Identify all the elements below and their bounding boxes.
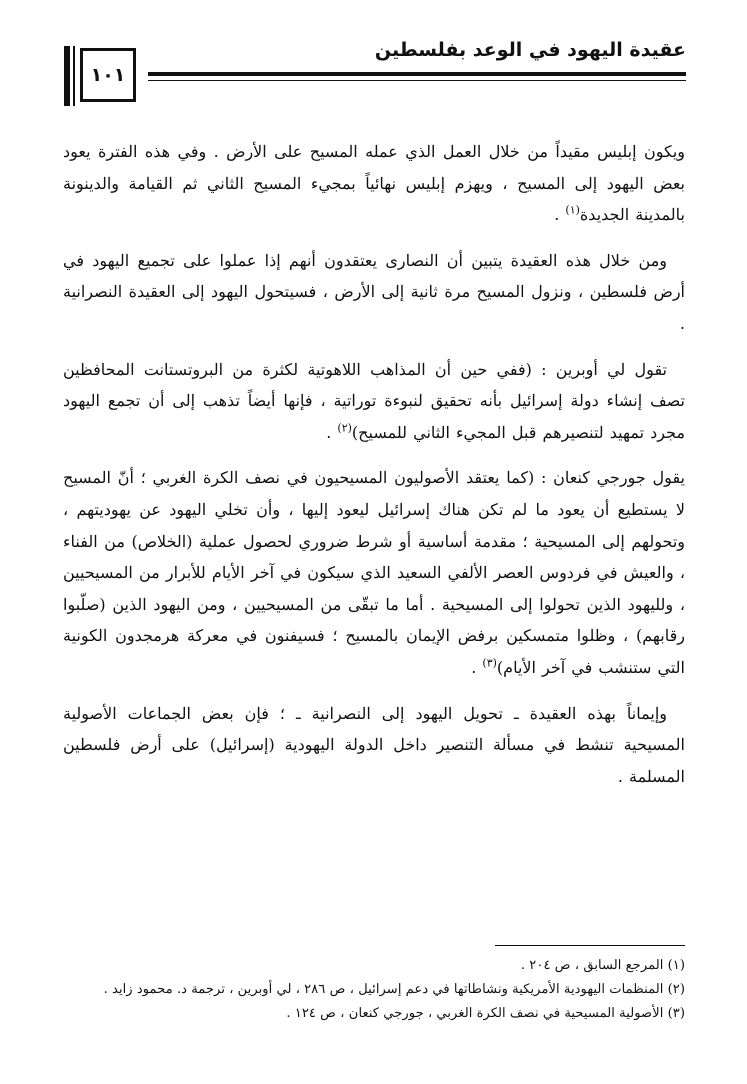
footnote: (١) المرجع السابق ، ص ٢٠٤ . xyxy=(520,958,685,973)
page-number: ١٠١ xyxy=(80,48,136,102)
running-title: عقيدة اليهود في الوعد بفلسطين xyxy=(374,39,686,61)
footnote: (٢) المنظمات اليهودية الأمريكية ونشاطاتها في دعم إسرائيل ، ص ٢٨٦ ، لي أوبرين ، ترجمة د. محمود زايد . xyxy=(103,982,685,997)
footnote-ref: (١) xyxy=(565,203,580,217)
footnotes xyxy=(63,954,685,1026)
footnote-ref: (٣) xyxy=(482,656,497,670)
footnote-ref: (٢) xyxy=(337,421,352,435)
paragraph: وإيماناً بهذه العقيدة ـ تحويل اليهود إلى النصرانية ـ ؛ فإن بعض الجماعات الأصولية المسيحية تنشط في مسألة التنصير داخل الدولة اليهودية (إسرائيل) على أرض فلسطين المسلمة . xyxy=(63,703,685,786)
paragraph: يقول جورجي كنعان : (كما يعتقد الأصوليون المسيحيون في نصف الكرة الغربي ؛ أنّ المسيح لا يستطيع أن يعود ما لم تكن هناك إسرائيل ليعود إليها ، وأن تخلي اليهود عن يهوديتهم ، وتحولهم إلى المسيحية ؛ مقدمة أساسية أو شرط ضروري لحصول عملية (الخلاص) من الفناء ، والعيش في فردوس العصر الألفي السعيد الذي سيكون في آخر الأيام للأبرار من المسيحيين ، ولليهود الذين تحولوا إلى المسيحية . أما ما تبقّى من المسيحيين ، ومن اليهود الذين (صلّبوا رقابهم) ، وظلوا متمسكين برفض الإيمان بالمسيح ؛ فسيفنون في معركة هرمجدون الكونية التي ستنشب في آخر الأيام)$^{(٣)}$ . xyxy=(63,468,685,677)
paragraph: ويكون إبليس مقيداً من خلال العمل الذي عمله المسيح على الأرض . وفي هذه الفترة يعود بعض اليهود إلى المسيح ، ويهزم إبليس نهائياً بمجيء المسيح الثاني ثم القيامة والدينونة بالمدينة الجديدة$^{(١)}$ . xyxy=(63,142,685,225)
header-rule-thin xyxy=(148,80,686,81)
page-header xyxy=(64,28,686,112)
header-rule-thick xyxy=(148,72,686,76)
footnote: (٣) الأصولية المسيحية في نصف الكرة الغربي ، جورجي كنعان ، ص ١٢٤ . xyxy=(286,1006,685,1021)
page-number-bar-thin xyxy=(73,46,75,106)
body-text xyxy=(63,136,685,806)
page-number-bar xyxy=(64,46,70,106)
footnote-separator xyxy=(495,945,685,946)
paragraph: تقول لي أوبرين : (ففي حين أن المذاهب اللاهوتية لكثرة من البروتستانت المحافظين تصف إنشاء دولة إسرائيل بأنه تحقيق لنبوءة توراتية ، فإنها أيضاً تذهب إلى أن تجمع اليهود مجرد تمهيد لتنصيرهم قبل المجيء الثاني للمسيح)$^{(٢)}$ . xyxy=(63,359,685,442)
paragraph: ومن خلال هذه العقيدة يتبين أن النصارى يعتقدون أنهم إذا عملوا على تجميع اليهود في أرض فلسطين ، ونزول المسيح مرة ثانية إلى الأرض ، فسيتحول اليهود إلى العقيدة النصرانية . xyxy=(63,250,685,333)
